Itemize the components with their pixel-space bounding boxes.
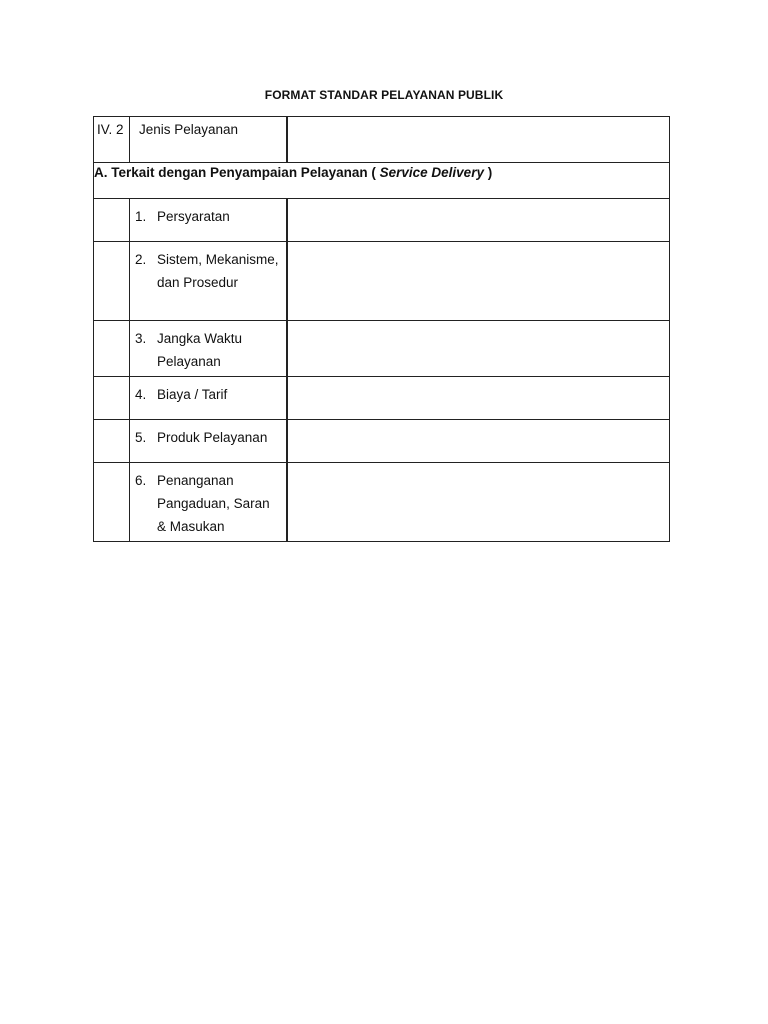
section-heading-suffix: ) (487, 165, 493, 180)
empty-code-cell (94, 199, 130, 242)
item-number: 6. (135, 473, 147, 488)
empty-code-cell (94, 463, 130, 542)
item-value-field[interactable] (287, 242, 670, 321)
table-row (94, 242, 670, 321)
item-number: 1. (135, 209, 147, 224)
item-value-field[interactable] (287, 377, 670, 420)
item-label: Penanganan Pangaduan, Saran & Masukan (157, 473, 270, 534)
item-number: 4. (135, 387, 147, 402)
item-label: Jangka Waktu Pelayanan (157, 331, 243, 369)
item-value-field[interactable] (287, 463, 670, 542)
empty-code-cell (94, 321, 130, 377)
item-label-cell (130, 463, 287, 542)
item-label: Persyaratan (157, 209, 230, 224)
table-row (94, 321, 670, 377)
item-value-field[interactable] (287, 199, 670, 242)
item-label: Produk Pelayanan (157, 430, 268, 445)
item-number: 2. (135, 252, 147, 267)
item-number: 5. (135, 430, 147, 445)
empty-code-cell (94, 242, 130, 321)
service-type-value[interactable] (287, 117, 670, 163)
item-value-field[interactable] (287, 420, 670, 463)
empty-code-cell (94, 420, 130, 463)
empty-code-cell (94, 377, 130, 420)
section-heading-prefix: A. Terkait dengan Penyampaian Pelayanan ( (94, 165, 376, 180)
item-label: Biaya / Tarif (157, 387, 228, 402)
label-cell (130, 117, 287, 163)
item-value-field[interactable] (287, 321, 670, 377)
service-standard-table (93, 116, 670, 542)
item-label-cell (130, 321, 287, 377)
item-number: 3. (135, 331, 147, 346)
section-heading (94, 163, 669, 180)
table-row-header (94, 117, 670, 163)
page-title: FORMAT STANDAR PELAYANAN PUBLIK (264, 88, 504, 102)
item-label-cell (130, 242, 287, 321)
section-code: IV. 2 (97, 122, 124, 137)
code-cell (94, 117, 130, 163)
service-type-label: Jenis Pelayanan (139, 122, 239, 137)
table-row (94, 463, 670, 542)
item-label: Sistem, Mekanisme, dan Prosedur (157, 252, 279, 290)
section-heading-italic: Service Delivery (379, 165, 484, 180)
